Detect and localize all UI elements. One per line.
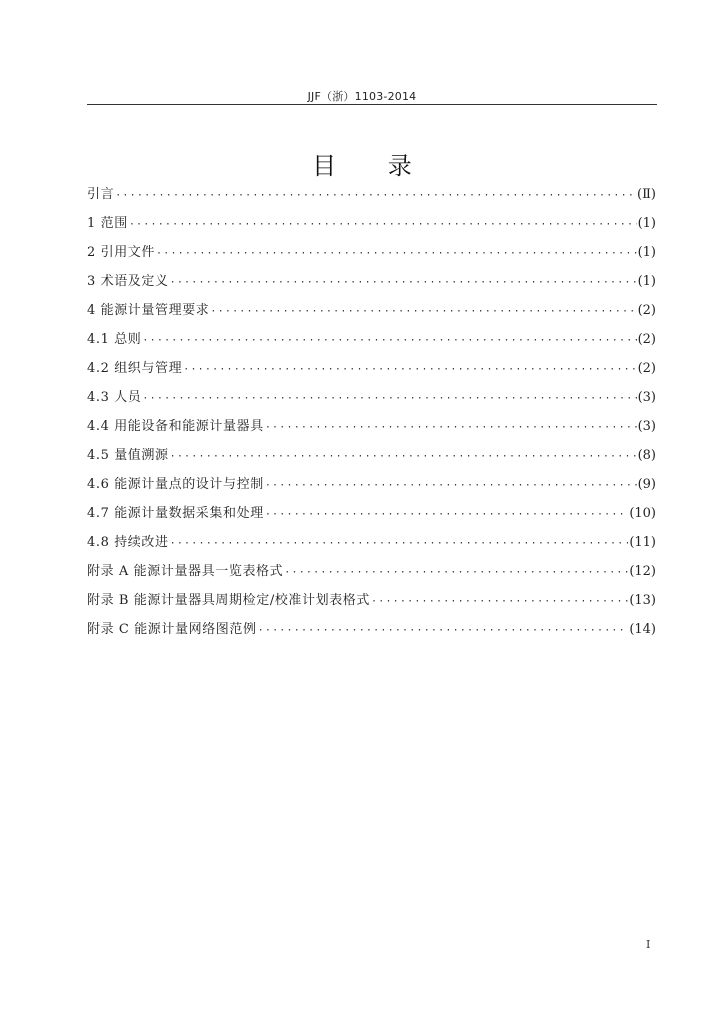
toc-entry-label: 1 范围 — [87, 216, 128, 231]
toc-entry-page: (8) — [637, 448, 656, 463]
toc-entry-4-1[interactable] — [87, 325, 656, 354]
toc-entry-page: (2) — [637, 332, 656, 347]
dot-leader — [265, 471, 637, 500]
toc-entry-label: 4.4 用能设备和能源计量器具 — [87, 419, 264, 434]
table-of-contents — [87, 180, 656, 644]
toc-entry-label: 3 术语及定义 — [87, 274, 169, 289]
dot-leader — [265, 413, 637, 442]
dot-leader — [210, 297, 636, 326]
dot-leader — [183, 355, 636, 384]
toc-entry-appendix-a[interactable] — [87, 557, 656, 586]
toc-entry-foreword[interactable] — [87, 180, 656, 209]
dot-leader — [258, 616, 629, 645]
toc-entry-label: 4.3 人员 — [87, 390, 142, 405]
toc-entry-label: 4.6 能源计量点的设计与控制 — [87, 477, 264, 492]
page-title: 目 录 — [312, 152, 434, 180]
toc-entry-label: 4.2 组织与管理 — [87, 361, 183, 376]
running-header: JJF（浙）1103-2014 — [307, 90, 417, 103]
toc-entry-page: (2) — [637, 361, 656, 376]
dot-leader — [170, 442, 637, 471]
dot-leader — [170, 268, 637, 297]
toc-entry-scope[interactable] — [87, 209, 656, 238]
toc-entry-label: 附录 B 能源计量器具周期检定/校准计划表格式 — [87, 593, 370, 608]
dot-leader — [170, 529, 629, 558]
toc-entry-page: (1) — [637, 274, 656, 289]
toc-entry-label: 2 引用文件 — [87, 245, 156, 260]
toc-entry-4-2[interactable] — [87, 354, 656, 383]
toc-entry-label: 附录 A 能源计量器具一览表格式 — [87, 564, 284, 579]
toc-entry-page: (13) — [629, 593, 656, 608]
toc-entry-page: (1) — [637, 216, 656, 231]
dot-leader — [265, 500, 629, 529]
dot-leader — [142, 384, 636, 413]
dot-leader — [115, 181, 636, 210]
toc-entry-label: 4.8 持续改进 — [87, 535, 169, 550]
toc-entry-4-3[interactable] — [87, 383, 656, 412]
toc-entry-page: (3) — [637, 390, 656, 405]
dot-leader — [156, 239, 637, 268]
toc-entry-page: (2) — [637, 303, 656, 318]
toc-entry-page: (11) — [629, 535, 656, 550]
toc-entry-label: 4 能源计量管理要求 — [87, 303, 210, 318]
toc-entry-label: 4.7 能源计量数据采集和处理 — [87, 506, 264, 521]
toc-entry-label: 引言 — [87, 187, 115, 202]
toc-entry-page: (Ⅱ) — [637, 187, 656, 202]
toc-entry-label: 4.5 量值溯源 — [87, 448, 169, 463]
toc-entry-requirements[interactable] — [87, 296, 656, 325]
dot-leader — [284, 558, 628, 587]
toc-entry-4-7[interactable] — [87, 499, 656, 528]
toc-entry-page: (12) — [629, 564, 656, 579]
toc-entry-label: 4.1 总则 — [87, 332, 142, 347]
toc-entry-appendix-b[interactable] — [87, 586, 656, 615]
dot-leader — [129, 210, 637, 239]
toc-entry-4-4[interactable] — [87, 412, 656, 441]
header-rule — [87, 104, 657, 105]
toc-entry-page: (3) — [637, 419, 656, 434]
toc-entry-page: (14) — [629, 622, 656, 637]
toc-entry-4-5[interactable] — [87, 441, 656, 470]
toc-entry-4-6[interactable] — [87, 470, 656, 499]
toc-entry-page: (9) — [637, 477, 656, 492]
toc-entry-references[interactable] — [87, 238, 656, 267]
toc-entry-page: (1) — [637, 245, 656, 260]
dot-leader — [142, 326, 636, 355]
dot-leader — [371, 587, 628, 616]
toc-entry-page: (10) — [629, 506, 656, 521]
page-number: I — [646, 938, 651, 951]
toc-entry-label: 附录 C 能源计量网络图范例 — [87, 622, 257, 637]
toc-entry-terms[interactable] — [87, 267, 656, 296]
toc-entry-4-8[interactable] — [87, 528, 656, 557]
toc-entry-appendix-c[interactable] — [87, 615, 656, 644]
